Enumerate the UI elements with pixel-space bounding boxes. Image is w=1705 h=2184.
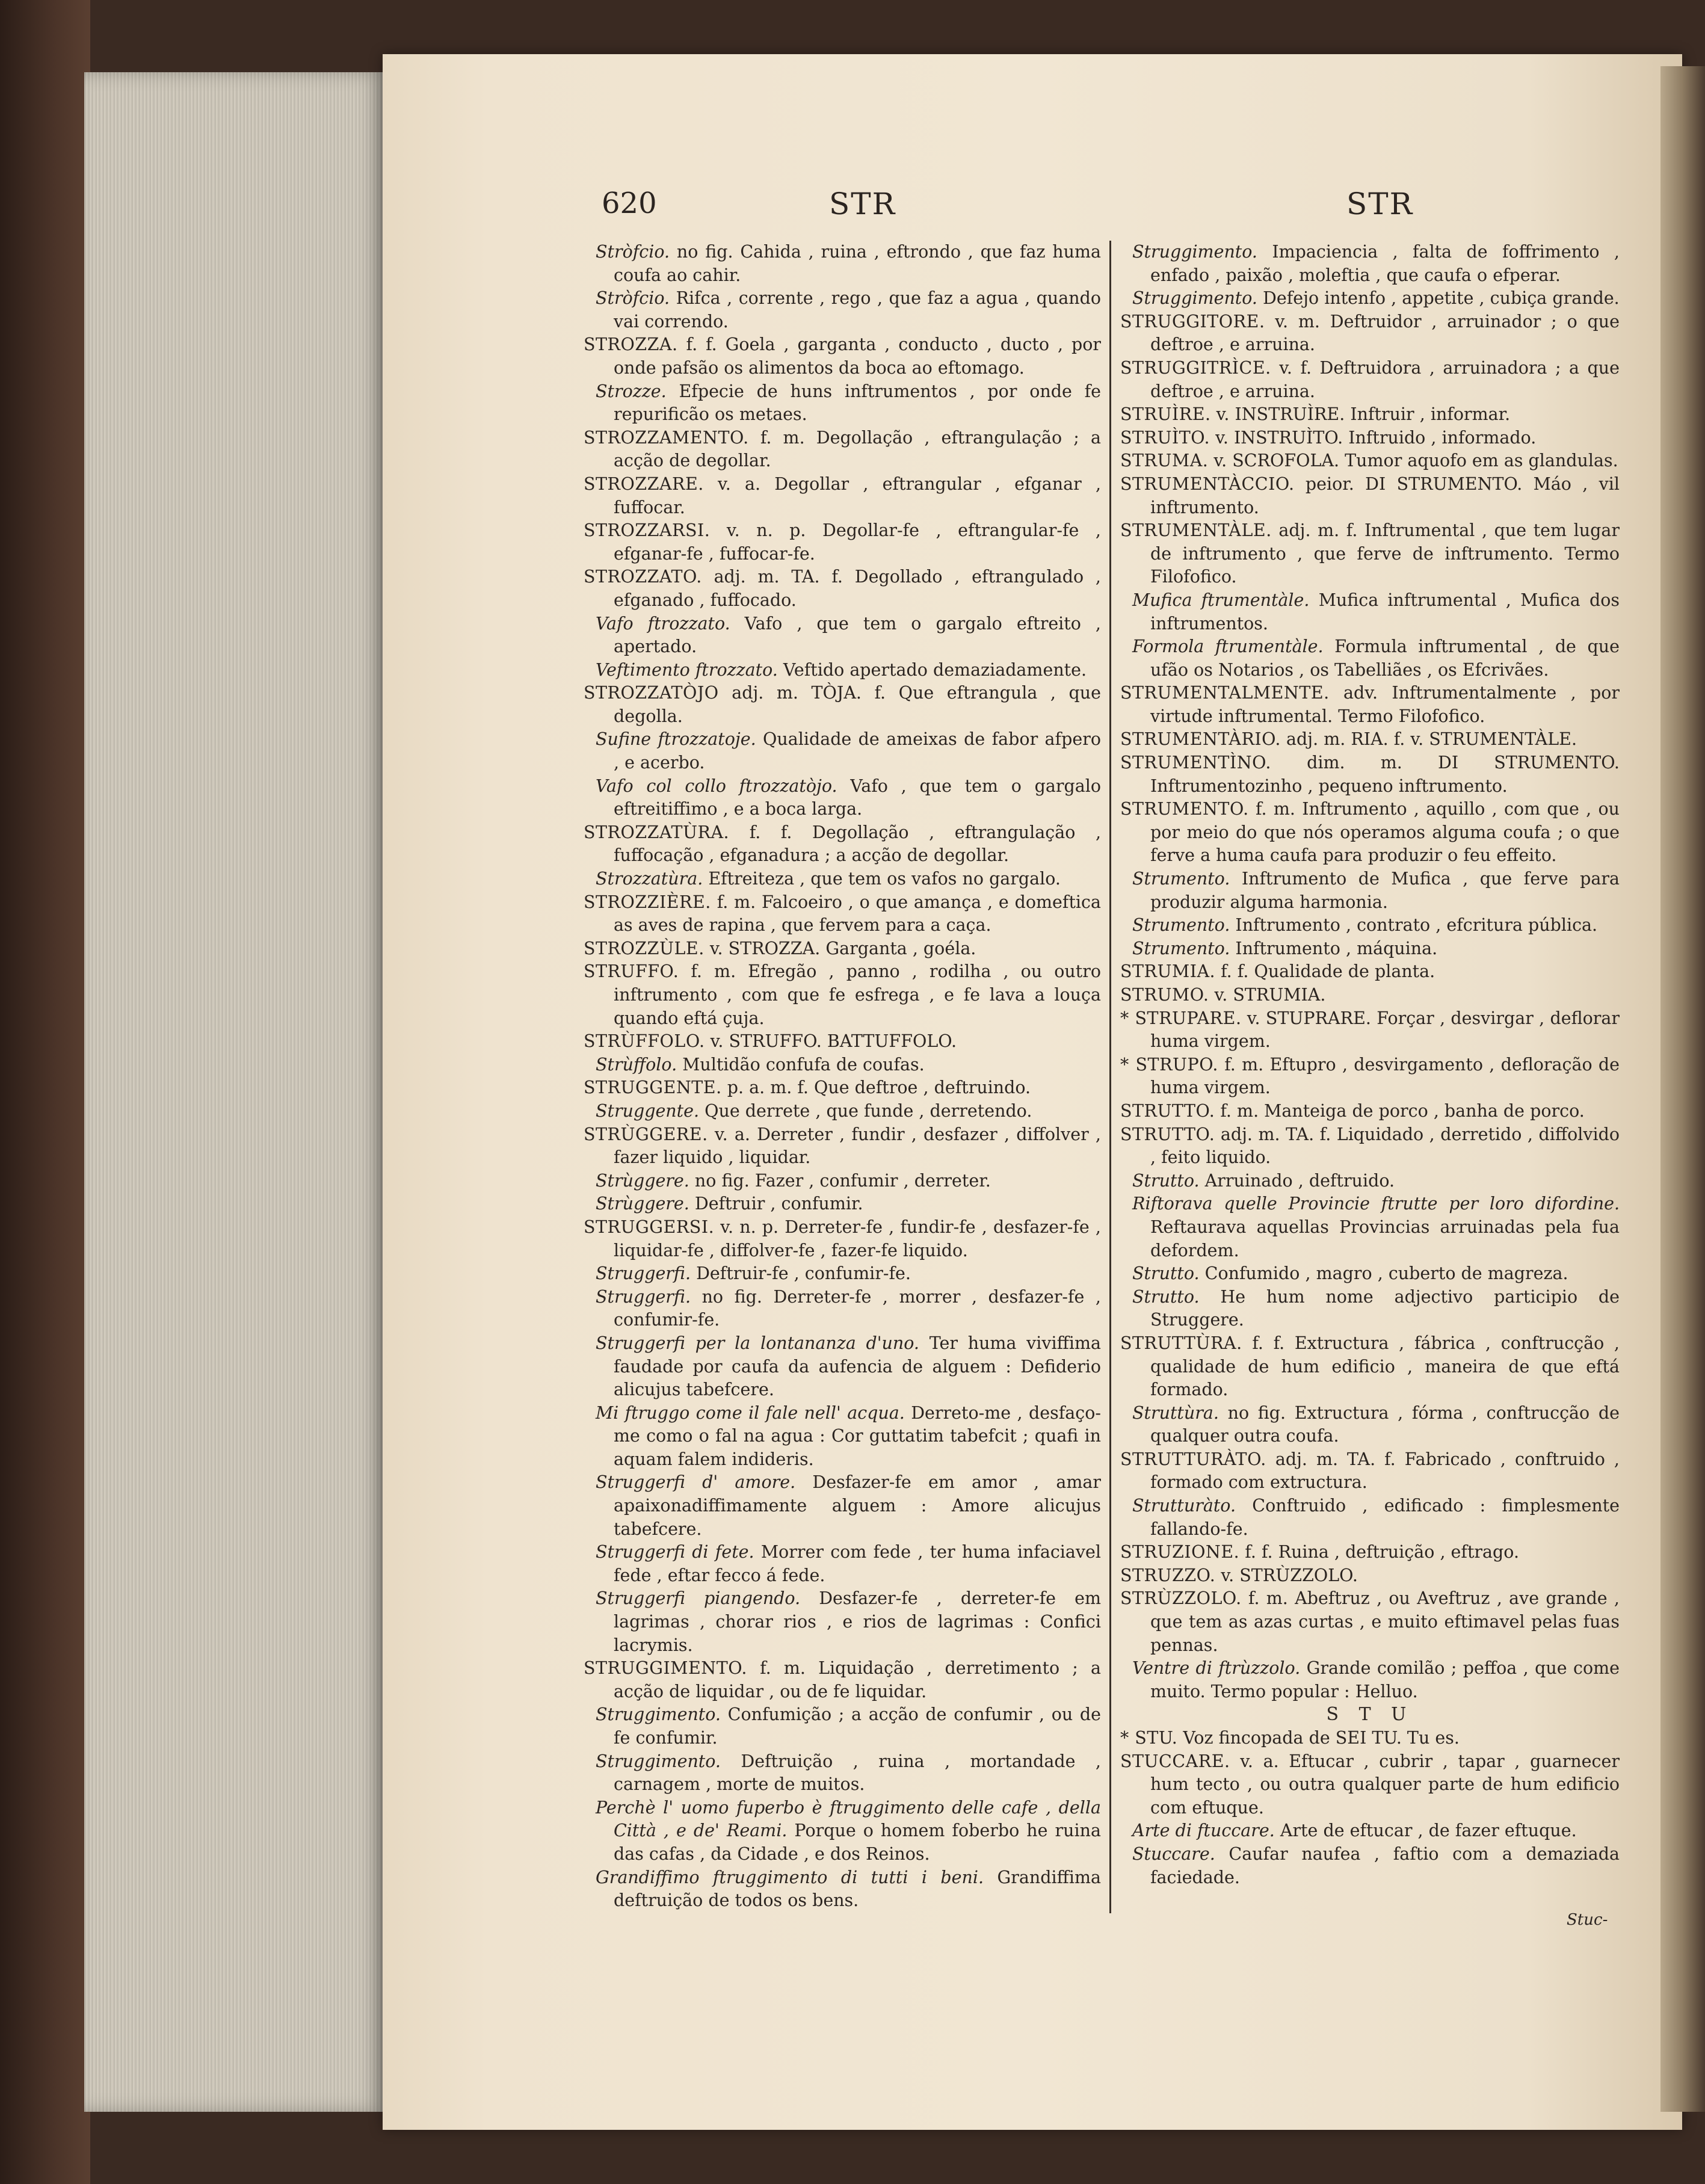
definition: f. f. Goela , garganta , conducto , ducto , por onde pafsão os alimentos da boca ao eftomago. xyxy=(614,335,1101,378)
sub-entry xyxy=(584,1797,1101,1866)
headword: * STRUPARE. xyxy=(1120,1008,1242,1028)
page-block-edge xyxy=(84,72,385,2112)
column-divider xyxy=(1109,241,1111,1913)
definition: Vafo , que tem o gargalo eftreito , apertado. xyxy=(614,613,1101,657)
definition: Impaciencia , falta de foffrimento , enfado , paixão , moleftia , que caufa o efperar. xyxy=(1150,242,1620,285)
dictionary-entry xyxy=(1120,1448,1620,1495)
dictionary-entry xyxy=(1120,1750,1620,1820)
sub-entry xyxy=(1120,1402,1620,1448)
definition: v. STRÙZZOLO. xyxy=(1215,1565,1358,1585)
dictionary-entry xyxy=(1120,682,1620,728)
sub-entry xyxy=(584,1587,1101,1657)
dictionary-entry xyxy=(1120,1587,1620,1657)
sub-entry xyxy=(1120,1819,1620,1843)
definition: Inftrumento , contrato , efcritura pública. xyxy=(1230,915,1598,936)
italic-lemma: Formola ftrumentàle. xyxy=(1132,637,1324,657)
definition: f. m. Degollação , eftrangulação ; a acção de degollar. xyxy=(614,427,1101,471)
definition: Arte de eftucar , de fazer eftuque. xyxy=(1274,1821,1577,1841)
definition: Voz fincopada de SEI TU. Tu es. xyxy=(1177,1728,1460,1748)
dictionary-entry xyxy=(1120,728,1620,751)
italic-lemma: Strumento. xyxy=(1132,915,1230,936)
definition: Porque o homem foberbo he ruina das cafas , da Cidade , e dos Reinos. xyxy=(614,1821,1101,1864)
dictionary-entry xyxy=(1120,1100,1620,1123)
definition: Inftrumento de Mufica , que ferve para produzir alguma harmonia. xyxy=(1150,869,1620,912)
sub-entry xyxy=(584,868,1101,891)
catchword: Stuc- xyxy=(1567,1911,1608,1929)
italic-lemma: Strutto. xyxy=(1132,1286,1200,1307)
headword: STROZZÙLE. xyxy=(584,938,705,958)
sub-entry xyxy=(1120,635,1620,682)
italic-lemma: Veftimento ftrozzato. xyxy=(596,659,778,680)
dictionary-entry xyxy=(1120,960,1620,984)
definition: v. f. Deftruidora , arruinadora ; a que deftroe , e arruina. xyxy=(1150,357,1620,401)
headword: STROZZA. xyxy=(584,335,678,355)
italic-lemma: Riftorava quelle Provincie ftrutte per loro difordine. xyxy=(1132,1194,1620,1214)
definition: Confumido , magro , cuberto de magreza. xyxy=(1199,1263,1568,1284)
italic-lemma: Vafo col collo ftrozzatòjo. xyxy=(596,776,837,796)
sub-entry xyxy=(584,287,1101,333)
italic-lemma: Struggerfi. xyxy=(596,1286,691,1307)
sub-entry xyxy=(584,728,1101,774)
italic-lemma: Strozzatùra. xyxy=(596,869,703,889)
headword: STROZZIÈRE. xyxy=(584,892,711,912)
italic-lemma: Struggerfi. xyxy=(596,1263,691,1284)
sub-entry xyxy=(584,380,1101,427)
headword: STRUMO. xyxy=(1120,985,1209,1005)
definition: v. m. Deftruidor , arruinador ; o que deftroe , e arruina. xyxy=(1150,311,1620,355)
definition: Mufica inftrumental , Mufica dos inftrumentos. xyxy=(1150,590,1620,634)
definition: Qualidade de ameixas de fabor afpero , e acerbo. xyxy=(614,729,1101,773)
headword: * STRUPO. xyxy=(1120,1054,1218,1075)
dictionary-entry xyxy=(1120,1541,1620,1564)
definition: Derreto-me , desfaço-me como o fal na agua : Cor guttatim tabefcit ; quafi in aquam falem indideris. xyxy=(614,1402,1101,1469)
definition: v. STRUFFO. BATTUFFOLO. xyxy=(705,1031,957,1052)
headword: STROZZARE. xyxy=(584,474,704,494)
italic-lemma: Strutturàto. xyxy=(1132,1496,1236,1516)
definition: Veftido apertado demaziadamente. xyxy=(777,659,1087,680)
italic-lemma: Stròfcio. xyxy=(596,242,670,262)
headword: STRUGGIMENTO. xyxy=(584,1658,747,1679)
headword: * STU. xyxy=(1120,1728,1178,1748)
sub-entry xyxy=(584,1192,1101,1216)
definition: Deftruição , ruina , mortandade , carnagem , morte de muitos. xyxy=(614,1751,1101,1795)
italic-lemma: Struggimento. xyxy=(596,1704,721,1725)
italic-lemma: Struggimento. xyxy=(1132,288,1257,309)
sub-entry xyxy=(584,241,1101,287)
definition: adj. m. TA. f. Liquidado , derretido , diffolvido , feito liquido. xyxy=(1150,1124,1620,1168)
dictionary-entry xyxy=(584,891,1101,937)
dictionary-entry xyxy=(584,1030,1101,1053)
definition: f. m. Efregão , panno , rodilha , ou outro inftrumento , com que fe esfrega , e fe lava a louça quando eftá çuja. xyxy=(614,961,1101,1028)
dictionary-entry xyxy=(584,937,1101,961)
headword: STROZZARSI. xyxy=(584,520,711,541)
italic-lemma: Mi ftruggo come il fale nell' acqua. xyxy=(596,1402,905,1423)
italic-lemma: Perchè l' uomo fuperbo è ftruggimento delle cafe , della Città , e de' Reami. xyxy=(596,1797,1101,1841)
italic-lemma: Struggerfi per la lontananza d'uno. xyxy=(596,1333,919,1353)
italic-lemma: Struggerfi piangendo. xyxy=(596,1588,801,1609)
dictionary-entry xyxy=(584,1076,1101,1100)
definition: v. n. p. Degollar-fe , eftrangular-fe , efganar-fe , fuffocar-fe. xyxy=(614,520,1101,564)
headword: STRUMENTALMENTE. xyxy=(1120,683,1330,703)
dictionary-entry xyxy=(584,682,1101,728)
italic-lemma: Strutto. xyxy=(1132,1170,1200,1191)
sub-entry xyxy=(1120,1495,1620,1541)
definition: Desfazer-fe , derreter-fe em lagrimas , chorar rios , e rios de lagrimas : Confici lacrymis. xyxy=(614,1588,1101,1655)
italic-lemma: Strutto. xyxy=(1132,1263,1200,1284)
dictionary-entry xyxy=(584,1657,1101,1703)
italic-lemma: Struggerfi d' amore. xyxy=(596,1472,796,1493)
sub-entry xyxy=(1120,1657,1620,1703)
definition: Grandiffima deftruição de todos os bens. xyxy=(614,1867,1101,1911)
definition: adj. m. f. Inftrumental , que tem lugar de inftrumento , que ferve de inftrumento. Termo Filofofico. xyxy=(1150,520,1620,587)
italic-lemma: Strùffolo. xyxy=(596,1054,677,1075)
headword: STRUGGERSI. xyxy=(584,1217,715,1237)
sub-entry xyxy=(1120,241,1620,287)
definition: Vafo , que tem o gargalo eftreitiffimo , e a boca larga. xyxy=(614,776,1101,819)
italic-lemma: Mufica ftrumentàle. xyxy=(1132,590,1310,610)
sub-entry xyxy=(1120,1192,1620,1262)
definition: Eftreiteza , que tem os vafos no gargalo. xyxy=(703,869,1061,889)
definition: v. n. p. Derreter-fe , fundir-fe , desfazer-fe , liquidar-fe , diffolver-fe , fazer-fe liquido. xyxy=(614,1217,1101,1260)
sub-entry xyxy=(584,1100,1101,1123)
headword: STRUMA. xyxy=(1120,451,1209,471)
sub-entry xyxy=(584,1332,1101,1402)
definition: Reftaurava aquellas Provincias arruinadas pela fua defordem. xyxy=(1150,1217,1620,1260)
sub-entry xyxy=(1120,287,1620,310)
sub-entry xyxy=(584,1866,1101,1913)
italic-lemma: Strùggere. xyxy=(596,1194,689,1214)
definition: v. STROZZA. Garganta , goéla. xyxy=(704,938,976,958)
dictionary-entry xyxy=(1120,1564,1620,1588)
dictionary-entry xyxy=(584,1123,1101,1170)
definition: Deftruir-fe , confumir-fe. xyxy=(691,1263,911,1284)
dictionary-entry xyxy=(1120,1332,1620,1402)
definition: adj. m. TA. f. Fabricado , conftruido , formado com extructura. xyxy=(1150,1449,1620,1493)
definition: adv. Inftrumentalmente , por virtude inftrumental. Termo Filofofico. xyxy=(1150,683,1620,726)
sub-entry xyxy=(584,612,1101,659)
definition: Efpecie de huns inftrumentos , por onde fe repurificão os metaes. xyxy=(614,381,1101,425)
italic-lemma: Sufine ftrozzatoje. xyxy=(596,729,756,750)
headword: STRUMENTÀLE. xyxy=(1120,520,1272,541)
definition: f. f. Extructura , fábrica , conftrucção , qualidade de hum edificio , maneira de que eftá formado. xyxy=(1150,1333,1620,1400)
page-number: 620 xyxy=(602,187,657,220)
sub-entry xyxy=(584,775,1101,821)
definition: f. m. Inftrumento , aquillo , com que , ou por meio do que nós operamos alguma coufa ; o que ferve a huma caufa para produzir o feu effeito. xyxy=(1150,799,1620,866)
headword: STROZZATÙRA. xyxy=(584,822,730,842)
definition: f. f. Qualidade de planta. xyxy=(1215,961,1435,982)
right-column xyxy=(1120,241,1620,1889)
definition: no fig. Derreter-fe , morrer , desfazer-fe , confumir-fe. xyxy=(614,1286,1101,1330)
sub-entry xyxy=(584,1262,1101,1286)
dictionary-entry xyxy=(1120,798,1620,868)
definition: Morrer com fede , ter huma infaciavel fede , eftar fecco á fede. xyxy=(614,1542,1101,1585)
headword: STROZZAMENTO. xyxy=(584,427,749,448)
headword: STRUÌTO. xyxy=(1120,427,1210,448)
definition: adj. m. RIA. f. v. STRUMENTÀLE. xyxy=(1280,729,1577,750)
definition: Desfazer-fe em amor , amar apaixonadiffimamente alguem : Amore alicujus tabefcere. xyxy=(614,1472,1101,1539)
dictionary-entry xyxy=(1120,751,1620,798)
headword: STRÙFFOLO. xyxy=(584,1031,705,1052)
dictionary-entry xyxy=(584,821,1101,868)
definition: peior. DI STRUMENTO. Máo , vil inftrumento. xyxy=(1150,474,1620,517)
definition: f. m. Liquidação , derretimento ; a acção de liquidar , ou de fe liquidar. xyxy=(614,1658,1101,1701)
italic-lemma: Grandiffimo ftruggimento di tutti i beni. xyxy=(596,1867,984,1887)
book-spine xyxy=(0,0,90,2184)
definition: Inftrumento , máquina. xyxy=(1230,938,1438,958)
dictionary-entry xyxy=(1120,519,1620,589)
definition: Confumição ; a acção de confumir , ou de fe confumir. xyxy=(614,1704,1101,1748)
running-header-left: STR xyxy=(829,187,896,221)
headword: STUCCARE. xyxy=(1120,1751,1230,1771)
definition: Rifca , corrente , rego , que faz a agua , quando vai correndo. xyxy=(614,288,1101,332)
definition: Formula inftrumental , de que ufão os Notarios , os Tabelliães , os Efcrivães. xyxy=(1150,637,1620,680)
sub-entry xyxy=(1120,1262,1620,1286)
sub-entry xyxy=(1120,914,1620,937)
sub-entry xyxy=(1120,589,1620,635)
definition: v. a. Derreter , fundir , desfazer , diffolver , fazer liquido , liquidar. xyxy=(614,1124,1101,1168)
italic-lemma: Ventre di ftrùzzolo. xyxy=(1132,1658,1301,1679)
headword: STRUMENTO. xyxy=(1120,799,1249,819)
definition: v. STRUMIA. xyxy=(1209,985,1326,1005)
definition: v. STUPRARE. Forçar , desvirgar , deflorar huma virgem. xyxy=(1150,1008,1620,1052)
definition: f. m. Falcoeiro , o que amança , e domeftica as aves de rapina , que fervem para a caça. xyxy=(614,892,1101,936)
facing-page-edge xyxy=(1660,66,1705,2112)
headword: STROZZATÒJO xyxy=(584,683,719,703)
running-header-right: STR xyxy=(1346,187,1414,221)
italic-lemma: Strumento. xyxy=(1132,869,1230,889)
italic-lemma: Strùggere. xyxy=(596,1170,689,1191)
dictionary-entry xyxy=(584,333,1101,380)
headword: STRUMIA. xyxy=(1120,961,1216,982)
definition: v. INSTRUÌRE. Inftruir , informar. xyxy=(1210,404,1511,425)
italic-lemma: Struggerfi di fete. xyxy=(596,1542,754,1562)
dictionary-entry xyxy=(1120,1727,1620,1750)
definition: no fig. Fazer , confumir , derreter. xyxy=(689,1170,991,1191)
definition: p. a. m. f. Que deftroe , deftruindo. xyxy=(721,1078,1031,1098)
sub-entry xyxy=(584,1170,1101,1193)
headword: STROZZATO. xyxy=(584,567,702,587)
definition: v. SCROFOLA. Tumor aquofo em as glandulas. xyxy=(1208,451,1618,471)
sub-entry xyxy=(584,1053,1101,1077)
dictionary-entry xyxy=(1120,357,1620,403)
sub-entry xyxy=(584,1750,1101,1797)
dictionary-entry xyxy=(1120,1123,1620,1170)
headword: STRUTTO. xyxy=(1120,1100,1215,1121)
definition: Que derrete , que funde , derretendo. xyxy=(699,1100,1032,1121)
dictionary-entry xyxy=(584,960,1101,1030)
italic-lemma: Struttùra. xyxy=(1132,1402,1219,1423)
italic-lemma: Struggimento. xyxy=(596,1751,721,1771)
italic-lemma: Arte di ftuccare. xyxy=(1132,1821,1275,1841)
sub-entry xyxy=(584,659,1101,682)
headword: STRUÌRE. xyxy=(1120,404,1211,425)
definition: v. a. Eftucar , cubrir , tapar , guarnecer hum tecto , ou outra qualquer parte de hum edificio com eftuque. xyxy=(1150,1751,1620,1818)
headword: STRUTTURÀTO. xyxy=(1120,1449,1266,1469)
headword: STRUGGITRÌCE. xyxy=(1120,357,1271,378)
dictionary-entry xyxy=(1120,1007,1620,1053)
headword: STRÙZZOLO. xyxy=(1120,1588,1242,1609)
definition: Grande comilão ; peffoa , que come muito. Termo popular : Helluo. xyxy=(1150,1658,1620,1701)
headword: STRUTTO. xyxy=(1120,1124,1215,1144)
sub-entry xyxy=(1120,937,1620,961)
definition: dim. m. DI STRUMENTO. Inftrumentozinho , pequeno inftrumento. xyxy=(1150,753,1620,796)
definition: f. f. Degollação , eftrangulação , fuffocação , efganadura ; a acção de degollar. xyxy=(614,822,1101,866)
headword: STRUZZO. xyxy=(1120,1565,1216,1585)
sub-entry xyxy=(584,1541,1101,1587)
definition: Ter huma viviffima faudade por caufa da aufencia de alguem : Defiderio alicujus tabefcere. xyxy=(614,1333,1101,1400)
dictionary-entry xyxy=(1120,1053,1620,1100)
dictionary-entry xyxy=(584,519,1101,566)
section-heading: S T U xyxy=(1326,1704,1414,1726)
definition: f. m. Manteiga de porco , banha de porco. xyxy=(1215,1100,1585,1121)
italic-lemma: Struggente. xyxy=(596,1100,700,1121)
italic-lemma: Struggimento. xyxy=(1132,242,1257,262)
dictionary-entry xyxy=(1120,449,1620,473)
headword: STRUTTÙRA. xyxy=(1120,1333,1242,1353)
definition: Arruinado , deftruido. xyxy=(1199,1170,1395,1191)
dictionary-entry xyxy=(584,427,1101,473)
sub-entry xyxy=(584,1471,1101,1541)
definition: f. m. Eftupro , desvirgamento , defloração de huma virgem. xyxy=(1150,1054,1620,1098)
headword: STRUFFO. xyxy=(584,961,679,982)
headword: STRUGGITORE. xyxy=(1120,311,1265,332)
dictionary-entry xyxy=(1120,427,1620,450)
definition: f. m. Abeftruz , ou Aveftruz , ave grande , que tem as azas curtas , e muito eftimavel pelas fuas pennas. xyxy=(1150,1588,1620,1655)
dictionary-entry xyxy=(1120,403,1620,427)
definition: f. f. Ruina , deftruição , eftrago. xyxy=(1239,1542,1520,1562)
headword: STRUMENTÀRIO. xyxy=(1120,729,1281,750)
definition: no fig. Cahida , ruina , eftrondo , que faz huma coufa ao cahir. xyxy=(614,242,1101,285)
definition: Caufar naufea , faftio com a demaziada faciedade. xyxy=(1150,1843,1620,1887)
dictionary-entry xyxy=(1120,310,1620,357)
dictionary-entry xyxy=(584,566,1101,612)
definition: Multidão confufa de coufas. xyxy=(677,1054,925,1075)
sub-entry xyxy=(584,1703,1101,1750)
definition: v. a. Degollar , eftrangular , efganar , fuffocar. xyxy=(614,474,1101,517)
definition: v. INSTRUÌTO. Inftruido , informado. xyxy=(1210,427,1537,448)
headword: STRÙGGERE. xyxy=(584,1124,708,1144)
definition: adj. m. TA. f. Degollado , eftrangulado , efganado , fuffocado. xyxy=(614,567,1101,610)
definition: Conftruido , edificado : fimplesmente fallando-fe. xyxy=(1150,1496,1620,1539)
definition: Defejo intenfo , appetite , cubiça grande. xyxy=(1257,288,1620,309)
sub-entry xyxy=(1120,868,1620,914)
italic-lemma: Strumento. xyxy=(1132,938,1230,958)
dictionary-entry xyxy=(1120,984,1620,1007)
headword: STRUGGENTE. xyxy=(584,1078,722,1098)
sub-entry xyxy=(1120,1843,1620,1889)
headword: STRUMENTÀCCIO. xyxy=(1120,474,1295,494)
left-column xyxy=(584,241,1101,1913)
dictionary-entry xyxy=(1120,473,1620,519)
definition: He hum nome adjectivo participio de Struggere. xyxy=(1150,1286,1620,1330)
definition: adj. m. TÒJA. f. Que eftrangula , que degolla. xyxy=(614,683,1101,726)
headword: STRUMENTÌNO. xyxy=(1120,753,1271,773)
italic-lemma: Strozze. xyxy=(596,381,667,401)
sub-entry xyxy=(584,1286,1101,1332)
definition: Deftruir , confumir. xyxy=(689,1194,863,1214)
italic-lemma: Stròfcio. xyxy=(596,288,670,309)
sub-entry xyxy=(1120,1286,1620,1332)
dictionary-entry xyxy=(584,473,1101,519)
sub-entry xyxy=(1120,1170,1620,1193)
dictionary-entry xyxy=(584,1216,1101,1262)
italic-lemma: Vafo ftrozzato. xyxy=(596,613,730,634)
sub-entry xyxy=(584,1402,1101,1472)
italic-lemma: Stuccare. xyxy=(1132,1843,1215,1864)
definition: no fig. Extructura , fórma , conftrucção de qualquer outra coufa. xyxy=(1150,1402,1620,1446)
headword: STRUZIONE. xyxy=(1120,1542,1240,1562)
